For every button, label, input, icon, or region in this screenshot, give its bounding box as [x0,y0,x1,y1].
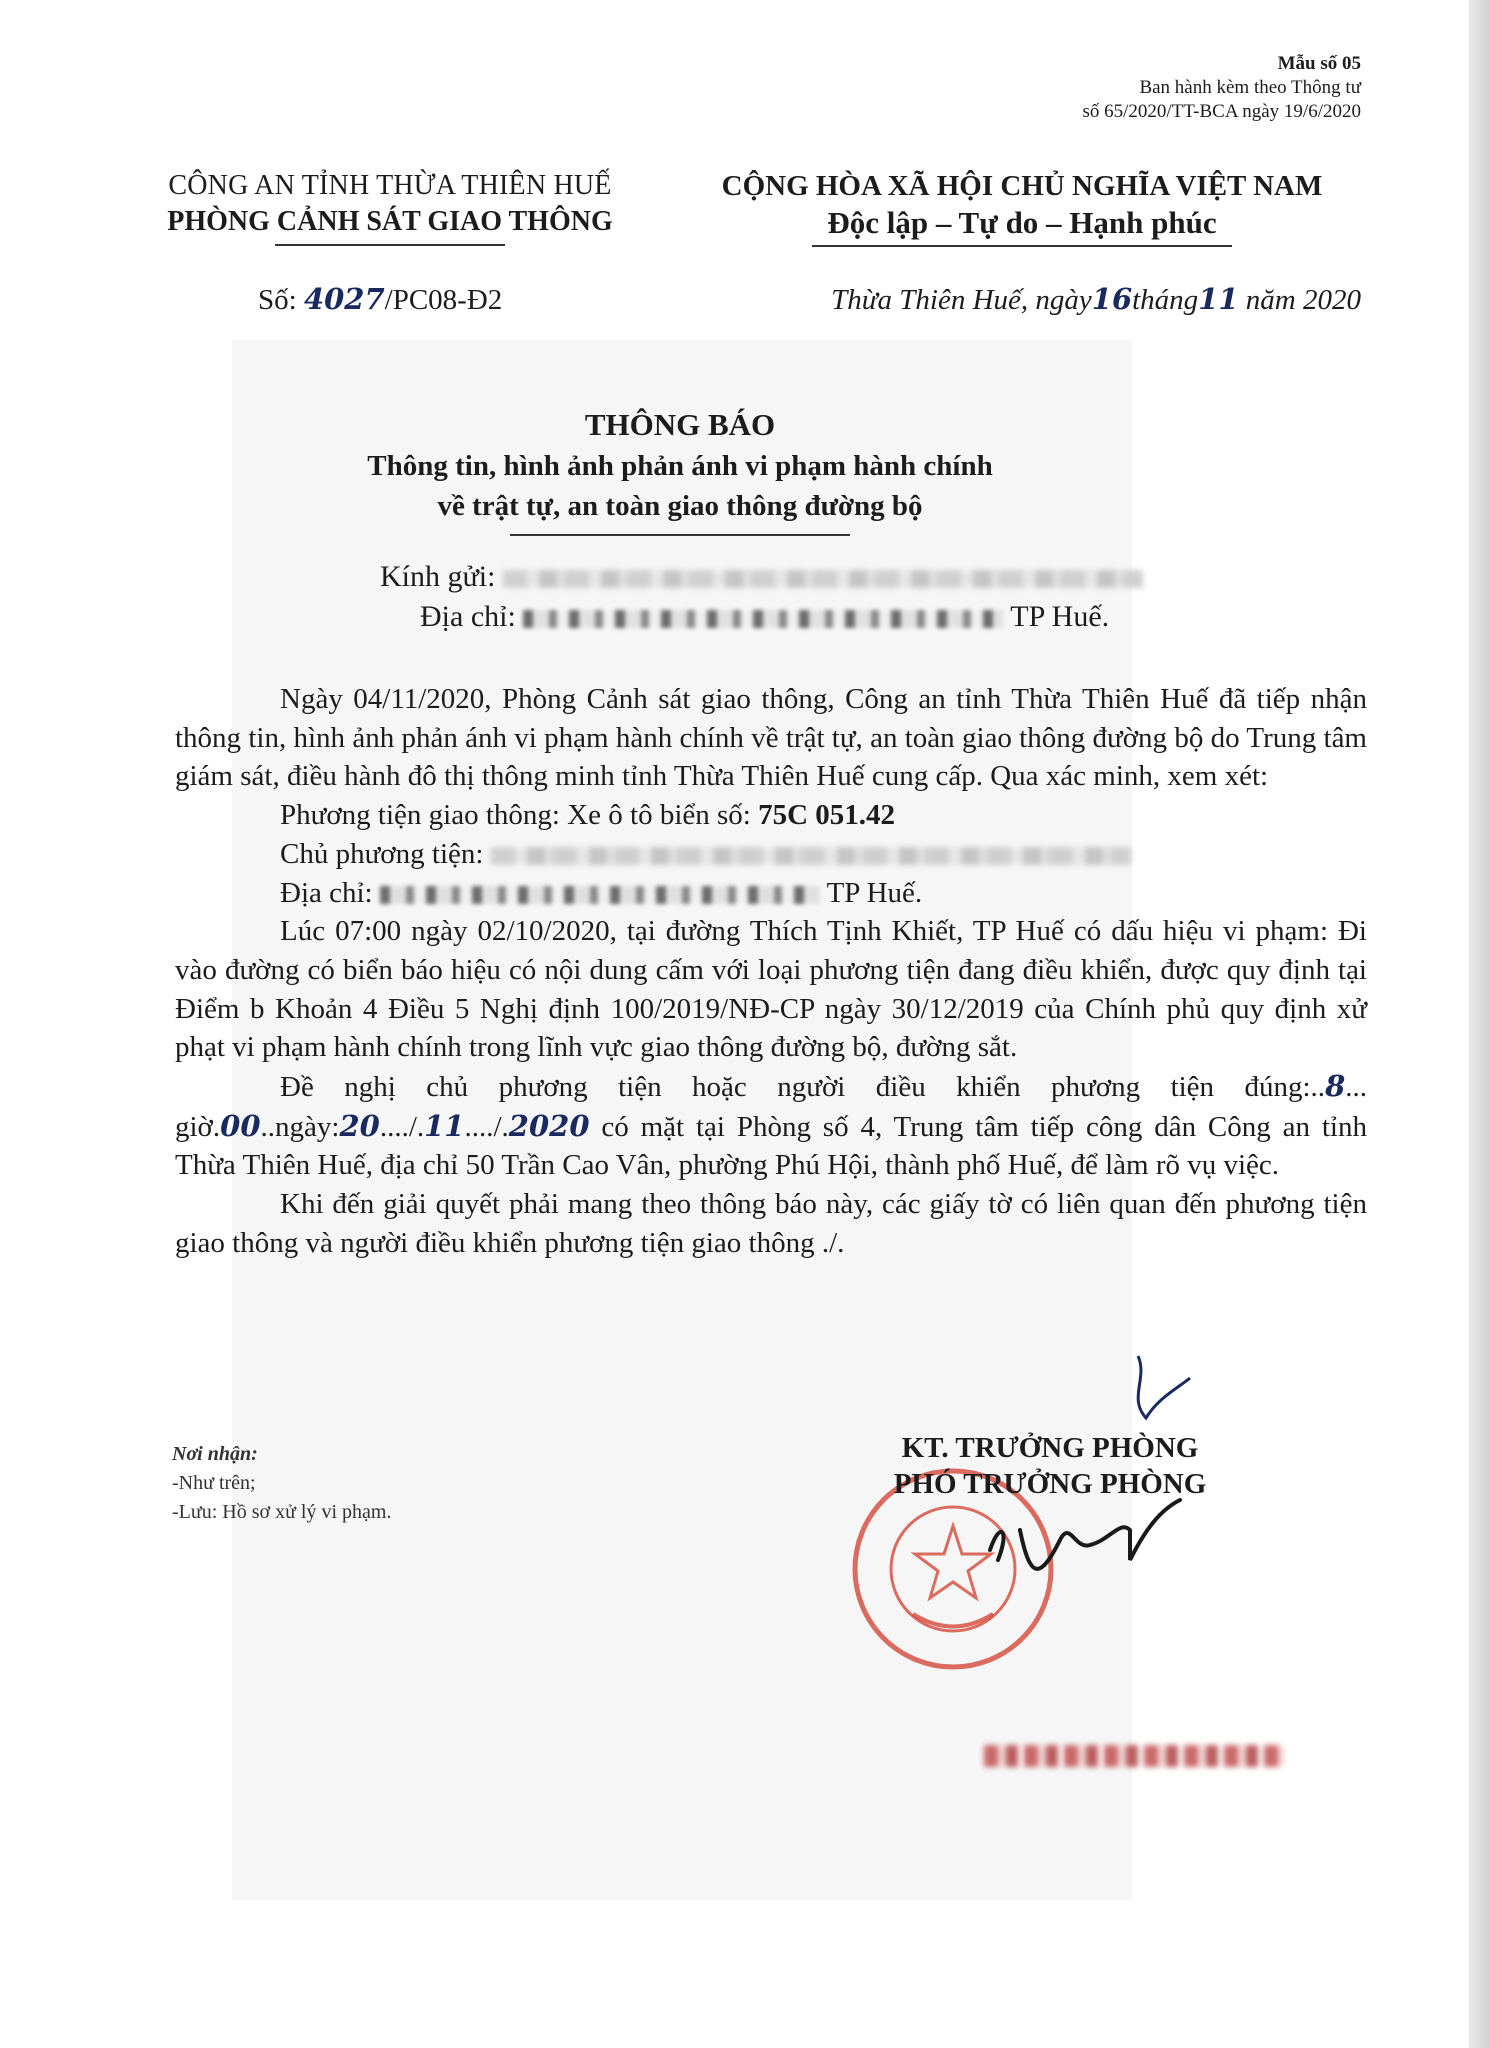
recipient-item: -Như trên; [172,1472,256,1494]
motto-underline [812,245,1232,247]
notice-body [175,680,1367,1263]
agency-name: CÔNG AN TỈNH THỪA THIÊN HUẾ [168,170,612,201]
paragraph-summons: Đề nghị chủ phương tiện hoặc người điều khiển phương tiện đúng:..8... giờ.00..ngày:20..../.11..../.2020 có mặt tại Phòng số 4, Trung tâm tiếp công dân Công an tỉnh Thừa Thiên Huế, địa chỉ 50 Trần Cao Vân, phường Phú Hội, thành phố Huế, để làm rõ vụ việc. [175,1069,1367,1182]
form-circular: số 65/2020/TT-BCA ngày 19/6/2020 [1082,101,1361,122]
title-underline [510,534,850,536]
handwritten-number: 4027 [303,282,385,316]
handwritten-month: 11 [1198,282,1239,316]
recipients-block [172,1440,391,1527]
document-title: THÔNG BÁO [584,407,776,442]
nation-name: CỘNG HÒA XÃ HỘI CHỦ NGHĨA VIỆT NAM [721,170,1323,202]
license-plate: 75C 051.42 [758,799,896,832]
document-number: Số: 4027/PC08-Đ2 [258,282,503,316]
signer-title-1: KT. TRƯỞNG PHÒNG [901,1432,1199,1464]
redacted-address [523,610,1003,628]
redacted-addressee [503,570,1143,588]
owner-line: Chủ phương tiện: [175,835,1367,874]
handwritten-signature [980,1490,1200,1610]
national-motto: Độc lập – Tự do – Hạnh phúc [827,205,1217,240]
document-subtitle-2: về trật tự, an toàn giao thông đường bộ [437,490,923,522]
owner-address-line: Địa chỉ: TP Huế. [280,876,923,909]
redacted-signer-name [984,1745,1284,1767]
paragraph-violation: Lúc 07:00 ngày 02/10/2020, tại đường Thích Tịnh Khiết, TP Huế có dấu hiệu vi phạm: Đi vào đường có biển báo hiệu có nội dung cấm với loại phương tiện đang điều khiển, được quy định tại Điểm b Khoản 4 Điều 5 Nghị định 100/2019/NĐ-CP ngày 30/12/2019 của Chính phủ quy định xử phạt vi phạm hành chính trong lĩnh vực giao thông đường bộ, đường sắt. [175,915,1367,1064]
recipients-header: Nơi nhận: [172,1443,258,1465]
paragraph-intro: Ngày 04/11/2020, Phòng Cảnh sát giao thông, Công an tỉnh Thừa Thiên Huế đã tiếp nhận thông tin, hình ảnh phản ánh vi phạm hành chính về trật tự, an toàn giao thông đường bộ do Trung tâm giám sát, điều hành đô thị thông minh tỉnh Thừa Thiên Huế cung cấp. Qua xác minh, xem xét: [175,683,1367,793]
document-title-block [180,404,1180,536]
addressee-line: Kính gửi: [380,560,1143,594]
page-edge [1469,0,1489,2048]
signer-title-2: PHÓ TRƯỞNG PHÒNG [893,1468,1207,1500]
national-header-block [672,168,1372,247]
document-subtitle-1: Thông tin, hình ảnh phản ánh vi phạm hành chính [367,450,993,482]
agency-underline [275,244,505,246]
issuing-agency-block [120,168,660,246]
initials-mark [1118,1348,1198,1428]
redacted-owner [491,847,1131,865]
signer-name [984,1745,1284,1767]
redacted-owner-address [380,886,820,904]
form-number: Mẫu số 05 [1277,53,1361,74]
department-name: PHÒNG CẢNH SÁT GIAO THÔNG [167,206,613,237]
paragraph-requirements: Khi đến giải quyết phải mang theo thông báo này, các giấy tờ có liên quan đến phương tiện giao thông và người điều khiển phương tiện giao thông ./. [175,1188,1367,1259]
vehicle-line: Phương tiện giao thông: Xe ô tô biển số: 75C 051.42 [280,799,896,832]
handwritten-day: 16 [1091,282,1133,316]
recipient-item: -Lưu: Hồ sơ xử lý vi phạm. [172,1501,392,1523]
form-number-block [1082,52,1361,124]
addressee-address-line: Địa chỉ: TP Huế. [420,600,1110,633]
form-issued-with: Ban hành kèm theo Thông tư [1139,77,1361,98]
issue-date: Thừa Thiên Huế, ngày16tháng11 năm 2020 [831,282,1361,316]
